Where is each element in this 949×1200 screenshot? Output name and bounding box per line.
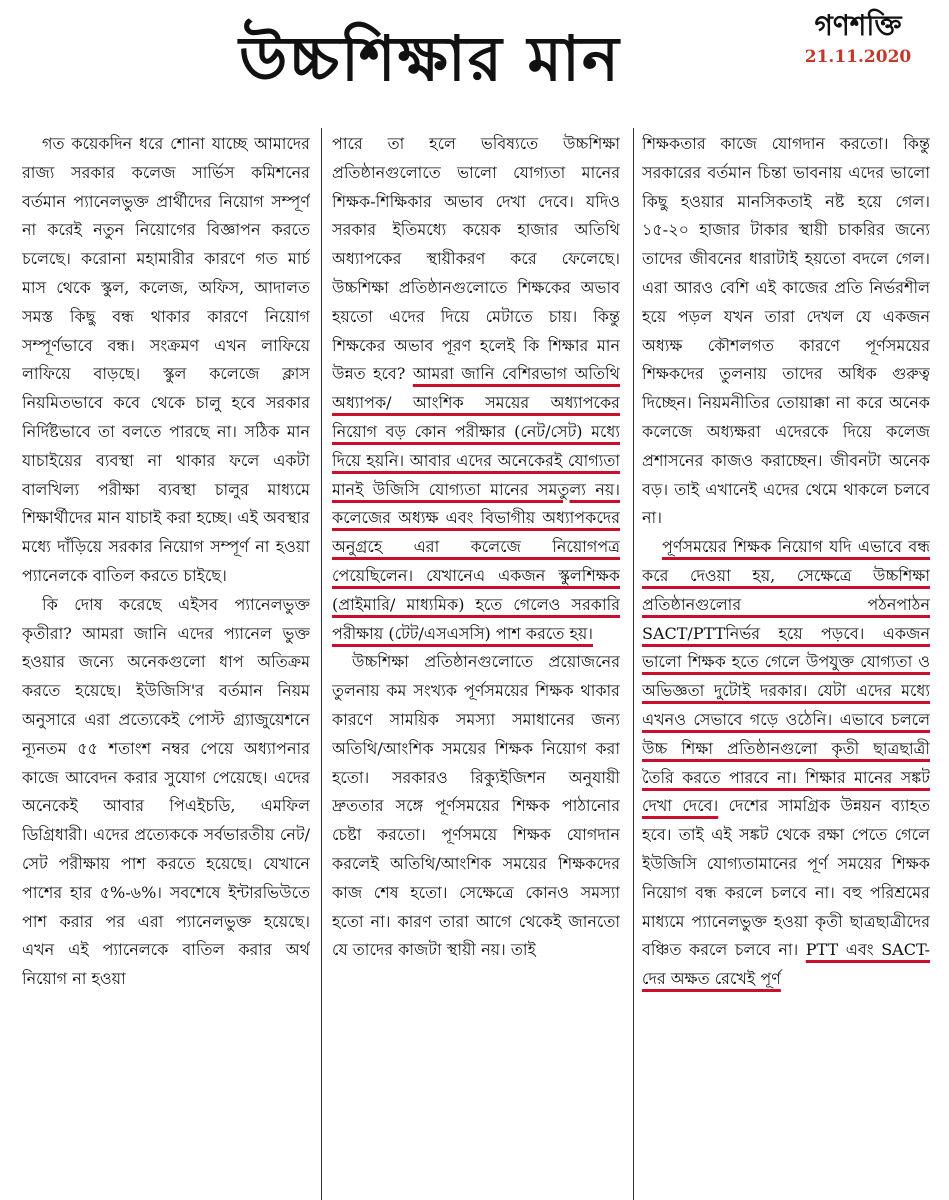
paragraph: শিক্ষকতার কাজে যোগদান করতো। কিন্তু সরকারের বর্তমান চিন্তা ভাবনায় এদের ভালো কিছু হওয়ার মানসিকতাই নষ্ট হয়ে গেল। ১৫-২০ হাজার টাকার স্থায়ী চাকরির জন্যে তাদের জীবনের ধারাটাই হয়তো বদলে গেল। এরা আরও বেশি এই কাজের প্রতি নির্ভরশীল হয়ে পড়ল যখন তারা দেখল যে একজন অধ্যক্ষ কৌশলগত কারণে পূর্ণসময়ের শিক্ষকদের তুলনায় তাদের অধিক গুরুত্ব দিচ্ছেন। নিয়মনীতির তোয়াক্কা না করে অনেক কলেজে অধ্যক্ষরা এদেরকে দিয়ে কলেজ প্রশাসনের কাজও করাচ্ছেন। জীবনটা অনেক বড়। তাই এখানেই এদের থেমে থাকলে চলবে না। [642, 134, 930, 528]
paragraph: কি দোষ করেছে এইসব প্যানেলভুক্ত কৃতীরা? আমরা জানি এদের প্যানেল ভুক্ত হওয়ার জন্যে অনেকগুলো ধাপ অতিক্রম করতে হয়েছে। ইউজিসি'র বর্তমান নিয়ম অনুসারে এরা প্রত্যেকেই পোস্ট গ্র্যাজুয়েশনে ন্যূনতম ৫৫ শতাংশ নম্বর পেয়ে অধ্যাপনার কাজে আবেদন করার সুযোগ পেয়েছে। এদের অনেকেই আবার পিএইচডি, এমফিল ডিগ্রিধারী। এদের প্রত্যেককে সর্বভারতীয় নেট/সেট পরীক্ষায় পাশ করতে হয়েছে। যেখানে পাশের হার ৫%-৬%। সবশেষে ইন্টারভিউতে পাশ করার পর এরা প্যানেলভুক্ত হয়েছে। এখন এই প্যানেলকে বাতিল করার অর্থ নিয়োগ না হওয়া [22, 594, 310, 989]
paragraph [642, 533, 930, 994]
masthead [778, 6, 938, 68]
paragraph-text: দেশের সামগ্রিক উন্নয়ন ব্যাহত হবে। তাই এই সঙ্কট থেকে রক্ষা পেতে গেলে ইউজিসি যোগ্যতামানের পূর্ণ সময়ের শিক্ষক নিয়োগ বন্ধ করলে চলবে না। বহু পরিশ্রমের মাধ্যমে প্যানেলভুক্ত হওয়া কৃতী ছাত্রছাত্রীদের বঞ্চিত করলে চলবে না। [642, 796, 930, 960]
headline: উচ্চশিক্ষার মান [239, 22, 621, 95]
paragraph [332, 130, 620, 648]
highlighted-text: পূর্ণসময়ের শিক্ষক নিয়োগ যদি এভাবে বন্ধ করে দেওয়া হয়, সেক্ষেত্রে উচ্চশিক্ষা প্রতিষ্ঠানগুলোর পঠনপাঠন SACT/PTTনির্ভর হয়ে পড়বে। একজন ভালো শিক্ষক হতে গেলে উপযুক্ত যোগ্যতা ও অভিজ্ঞতা দুটোই দরকার। যেটা এদের মধ্যে এখনও সেভাবে গড়ে ওঠেনি। এভাবে চললে উচ্চ শিক্ষা প্রতিষ্ঠানগুলো কৃতী ছাত্রছাত্রী তৈরি করতে পারবে না। শিক্ষার মানের সঙ্কট দেখা দেবে। [642, 537, 930, 816]
article-body [22, 130, 934, 1200]
column-3 [642, 130, 930, 1200]
highlighted-text: আমরা জানি বেশিরভাগ অতিথি অধ্যাপক/ আংশিক সময়ের অধ্যাপকের নিয়োগ বড় কোন পরীক্ষার (নেট/সেট) মধ্যে দিয়ে হয়নি। আবার এদের অনেকেরই যোগ্যতা মানই উজিসি যোগ্যতা মানের সমতুল্য নয়। কলেজের অধ্যক্ষ এবং বিভাগীয় অধ্যাপকদের অনুগ্রহে এরা কলেজে নিয়োগপত্র পেয়েছিলেন। যেখানেএ একজন স্কুলশিক্ষক (প্রাইমারি/ মাধ্যমিক) হতে গেলেও সরকারি পরীক্ষায় (টেট/এসএসসি) পাশ করতে হয়। [332, 364, 620, 643]
publication-date: 21.11.2020 [804, 47, 912, 67]
newspaper-name: গণশক্তি [814, 9, 902, 42]
header [0, 0, 949, 118]
highlighted-text: PTT এবং SACT-দের অক্ষত রেখেই পূর্ণ [642, 940, 930, 989]
paragraph: উচ্চশিক্ষা প্রতিষ্ঠানগুলোতে প্রয়োজনের তুলনায় কম সংখ্যক পূর্ণসময়ের শিক্ষক থাকার কারণে সাময়িক সমস্যা সমাধানের জন্য অতিথি/আংশিক সময়ের শিক্ষক নিয়োগ করা হতো। সরকারও রিক্যুইজিশন অনুযায়ী দ্রুততার সঙ্গে পূর্ণসময়ের শিক্ষক পাঠানোর চেষ্টা করতো। পূর্ণসময়ে শিক্ষক যোগদান করলেই অতিথি/আংশিক সময়ের শিক্ষকদের কাজ শেষ হতো। সেক্ষেত্রে কোনও সমস্যা হতো না। কারণ তারা আগে থেকেই জানতো যে তাদের কাজটা স্থায়ী নয়। তাই [332, 652, 620, 960]
column-2 [332, 130, 620, 1200]
paragraph: গত কয়েকদিন ধরে শোনা যাচ্ছে আমাদের রাজ্য সরকার কলেজ সার্ভিস কমিশনের বর্তমান প্যানেলভুক্ত প্রার্থীদের নিয়োগ সম্পূর্ণ না করেই নতুন নিয়োগের বিজ্ঞাপন করতে চলেছে। করোনা মহামারীর কারণে গত মার্চ মাস থেকে স্কুল, কলেজ, অফিস, আদালত সমস্ত কিছু বন্ধ থাকার কারণে নিয়োগ সম্পূর্ণভাবে বন্ধ। সংক্রমণ এখন লাফিয়ে লাফিয়ে বাড়ছে। স্কুল কলেজে ক্লাস নিয়মিতভাবে কবে থেকে চালু হবে সরকার নির্দিষ্টভাবে তা বলতে পারছে না। সঠিক মান যাচাইয়ের ব্যবস্থা না থাকার ফলে একটা বালখিল্য পরীক্ষা ব্যবস্থা চালুর মাধ্যমে শিক্ষার্থীদের মান যাচাই করা হচ্ছে। এই অবস্থার মধ্যে দাঁড়িয়ে সরকার নিয়োগ সম্পূর্ণ না হওয়া প্যানেলকে বাতিল করতে চাইছে। [22, 134, 310, 585]
paragraph-text: পারে তা হলে ভবিষ্যতে উচ্চশিক্ষা প্রতিষ্ঠানগুলোতে ভালো যোগ্যতা মানের শিক্ষক-শিক্ষিকার অভাব দেখা দেবে। যদিও সরকার ইতিমধ্যে কয়েক হাজার অতিথি অধ্যাপকের স্থায়ীকরণ করে ফেলেছে। উচ্চশিক্ষা প্রতিষ্ঠানগুলোতে শিক্ষকের অভাব হয়তো এদের দিয়ে মেটাতে চায়। কিন্তু শিক্ষকের অভাব পূরণ হলেই কি শিক্ষার মান উন্নত হবে? [332, 134, 620, 384]
column-1 [22, 130, 310, 1200]
